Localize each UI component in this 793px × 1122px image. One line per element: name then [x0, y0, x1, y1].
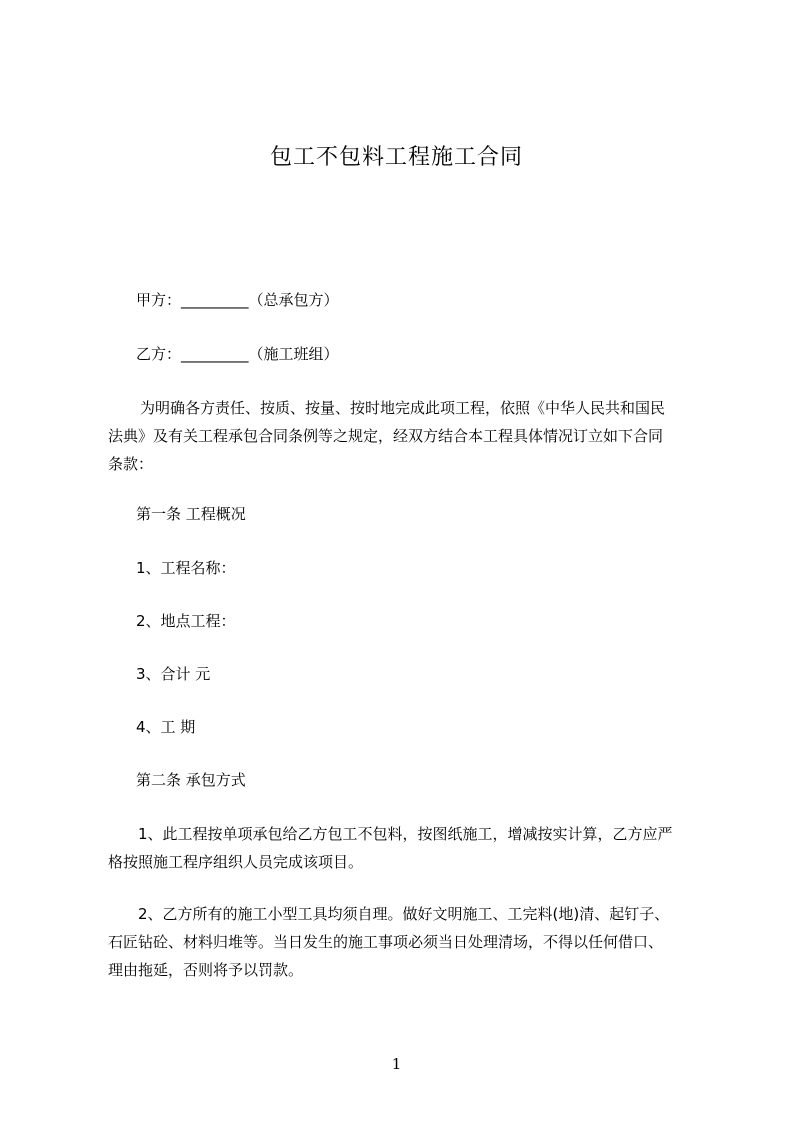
- article-1-heading: 第一条 工程概况: [136, 505, 246, 523]
- intro-line-2: 法典》及有关工程承包合同条例等之规定，经双方结合本工程具体情况订立如下合同: [108, 427, 664, 445]
- intro-line-3: 条款：: [108, 455, 154, 473]
- intro-line-1: 为明确各方责任、按质、按量、按时地完成此项工程，依照《中华人民共和国民: [140, 399, 666, 417]
- party-a-line: 甲方：_________（总承包方）: [136, 291, 339, 309]
- article-1-item-2: 2、地点工程：: [136, 612, 236, 630]
- article-1-item-1: 1、工程名称：: [136, 559, 236, 577]
- article-1-item-4: 4、工 期: [136, 718, 196, 736]
- article-2-heading: 第二条 承包方式: [136, 771, 246, 789]
- clause-1-line-2: 格按照施工程序组织人员完成该项目。: [108, 853, 364, 871]
- page-number: 1: [391, 1055, 402, 1073]
- clause-1-line-1: 1、此工程按单项承包给乙方包工不包料，按图纸施工，增减按实计算，乙方应严: [138, 825, 673, 843]
- article-2-clause-2: [108, 900, 669, 984]
- clause-2-line-2: 石匠钻砼、材料归堆等。当日发生的施工事项必须当日处理清场，不得以任何借口、: [108, 933, 664, 951]
- clause-2-line-1: 2、乙方所有的施工小型工具均须自理。做好文明施工、工完料(地)清、起钉子、: [138, 905, 670, 923]
- intro-paragraph: [108, 394, 665, 478]
- article-1-item-3: 3、合计 元: [136, 665, 211, 683]
- article-2-clause-1: [108, 820, 673, 876]
- party-b-line: 乙方：_________（施工班组）: [136, 345, 339, 363]
- document-title: 包工不包料工程施工合同: [269, 145, 523, 170]
- clause-2-line-3: 理由拖延，否则将予以罚款。: [108, 961, 304, 979]
